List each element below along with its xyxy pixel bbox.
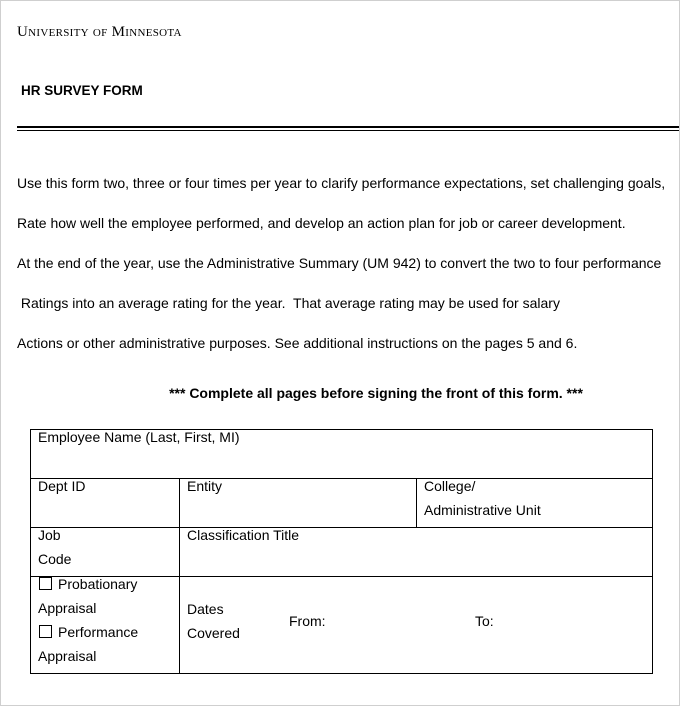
job-code-line1: Job (38, 527, 61, 543)
table-border-right (652, 429, 653, 674)
performance-label: Performance (58, 624, 139, 640)
probationary-label: Probationary (58, 576, 138, 592)
table-row-divider (30, 527, 653, 528)
intro-line-3: At the end of the year, use the Administrative Summary (UM 942) to convert the two to four performance (17, 255, 662, 271)
table-border-left (30, 429, 31, 674)
table-row-divider (30, 478, 653, 479)
classification-title-label: Classification Title (187, 527, 300, 543)
intro-line-4: Ratings into an average rating for the year. That average rating may be used for salary (17, 295, 560, 311)
probationary-option[interactable] (38, 572, 138, 596)
signing-notice: *** Complete all pages before signing the front of this form. *** (169, 385, 583, 401)
college-label-line1: College/ (424, 478, 476, 494)
dates-covered-label (187, 597, 240, 645)
college-label (424, 474, 541, 522)
university-name: University of Minnesota (17, 24, 182, 40)
entity-label: Entity (187, 478, 223, 494)
appraisal-type-group (38, 572, 138, 668)
header-rule-thin (17, 130, 679, 131)
employee-info-table (30, 429, 653, 674)
header-rule-thick (17, 126, 679, 128)
performance-checkbox[interactable] (39, 625, 52, 638)
from-label: From: (289, 613, 326, 629)
dept-id-label: Dept ID (38, 478, 86, 494)
to-label: To: (475, 613, 494, 629)
job-code-label (38, 523, 71, 571)
job-code-line2: Code (38, 551, 72, 567)
dates-covered-line1: Dates (187, 601, 224, 617)
dates-covered-line2: Covered (187, 625, 240, 641)
employee-name-label: Employee Name (Last, First, MI) (38, 429, 240, 445)
college-label-line2: Administrative Unit (424, 502, 541, 518)
performance-option[interactable] (38, 620, 138, 644)
intro-line-2: Rate how well the employee performed, and develop an action plan for job or career development. (17, 215, 626, 231)
intro-line-5: Actions or other administrative purposes. See additional instructions on the pages 5 and 6. (17, 335, 578, 351)
table-col-divider (179, 478, 180, 674)
performance-appraisal-label: Appraisal (38, 648, 97, 664)
table-col-divider (416, 478, 417, 527)
table-border-bottom (30, 673, 653, 674)
probationary-checkbox[interactable] (39, 577, 52, 590)
intro-line-1: Use this form two, three or four times per year to clarify performance expectations, set challenging goals, (17, 175, 666, 191)
form-title: HR SURVEY FORM (21, 83, 143, 98)
probationary-appraisal-label: Appraisal (38, 600, 97, 616)
